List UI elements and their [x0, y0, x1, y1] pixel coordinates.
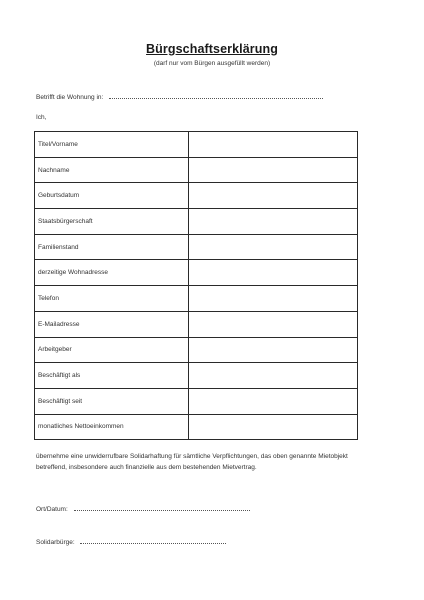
field-value[interactable]: [189, 414, 358, 440]
field-value[interactable]: [189, 183, 358, 209]
place-date-fill-line[interactable]: [74, 505, 250, 511]
field-value[interactable]: [189, 388, 358, 414]
apartment-fill-line[interactable]: [109, 93, 323, 99]
field-value[interactable]: [189, 209, 358, 235]
guarantor-details-table: [34, 131, 358, 440]
guarantor-signature-line: [36, 538, 226, 546]
field-label: Beschäftigt als: [35, 363, 189, 389]
field-value[interactable]: [189, 337, 358, 363]
field-label: Titel/Vorname: [35, 132, 189, 158]
table-row: [35, 286, 358, 312]
table-row: [35, 234, 358, 260]
table-row: [35, 132, 358, 158]
field-label: Telefon: [35, 286, 189, 312]
field-value[interactable]: [189, 234, 358, 260]
document-title: Bürgschaftserklärung: [146, 42, 278, 56]
field-label: derzeitige Wohnadresse: [35, 260, 189, 286]
document-subtitle: (darf nur vom Bürgen ausgefüllt werden): [153, 60, 271, 67]
table-row: [35, 183, 358, 209]
field-label: Beschäftigt seit: [35, 388, 189, 414]
guarantor-fill-line[interactable]: [80, 538, 226, 544]
field-value[interactable]: [189, 157, 358, 183]
field-label: Staatsbürgerschaft: [35, 209, 189, 235]
field-value[interactable]: [189, 311, 358, 337]
apartment-label: Betrifft die Wohnung in:: [36, 94, 104, 101]
place-date-line: [36, 505, 250, 513]
field-label: Arbeitgeber: [35, 337, 189, 363]
place-date-label: Ort/Datum:: [36, 506, 68, 513]
table-row: [35, 414, 358, 440]
field-value[interactable]: [189, 132, 358, 158]
table-row: [35, 260, 358, 286]
liability-statement: übernehme eine unwiderrufbare Solidarhaftung für sämtliche Verpflichtungen, das oben genannte Mietobjekt betreffend, insbesondere auch finanzielle aus dem bestehenden Mietvertrag.: [36, 453, 348, 471]
ich-text: Ich,: [36, 114, 47, 121]
table-row: [35, 209, 358, 235]
apartment-line: [36, 93, 323, 101]
table-row: [35, 363, 358, 389]
guarantor-label: Solidarbürge:: [36, 539, 75, 546]
field-label: E-Mailadresse: [35, 311, 189, 337]
field-label: monatliches Nettoeinkommen: [35, 414, 189, 440]
field-value[interactable]: [189, 286, 358, 312]
field-value[interactable]: [189, 363, 358, 389]
field-label: Familienstand: [35, 234, 189, 260]
table-row: [35, 311, 358, 337]
field-label: Nachname: [35, 157, 189, 183]
field-value[interactable]: [189, 260, 358, 286]
table-row: [35, 388, 358, 414]
table-row: [35, 157, 358, 183]
field-label: Geburtsdatum: [35, 183, 189, 209]
table-row: [35, 337, 358, 363]
